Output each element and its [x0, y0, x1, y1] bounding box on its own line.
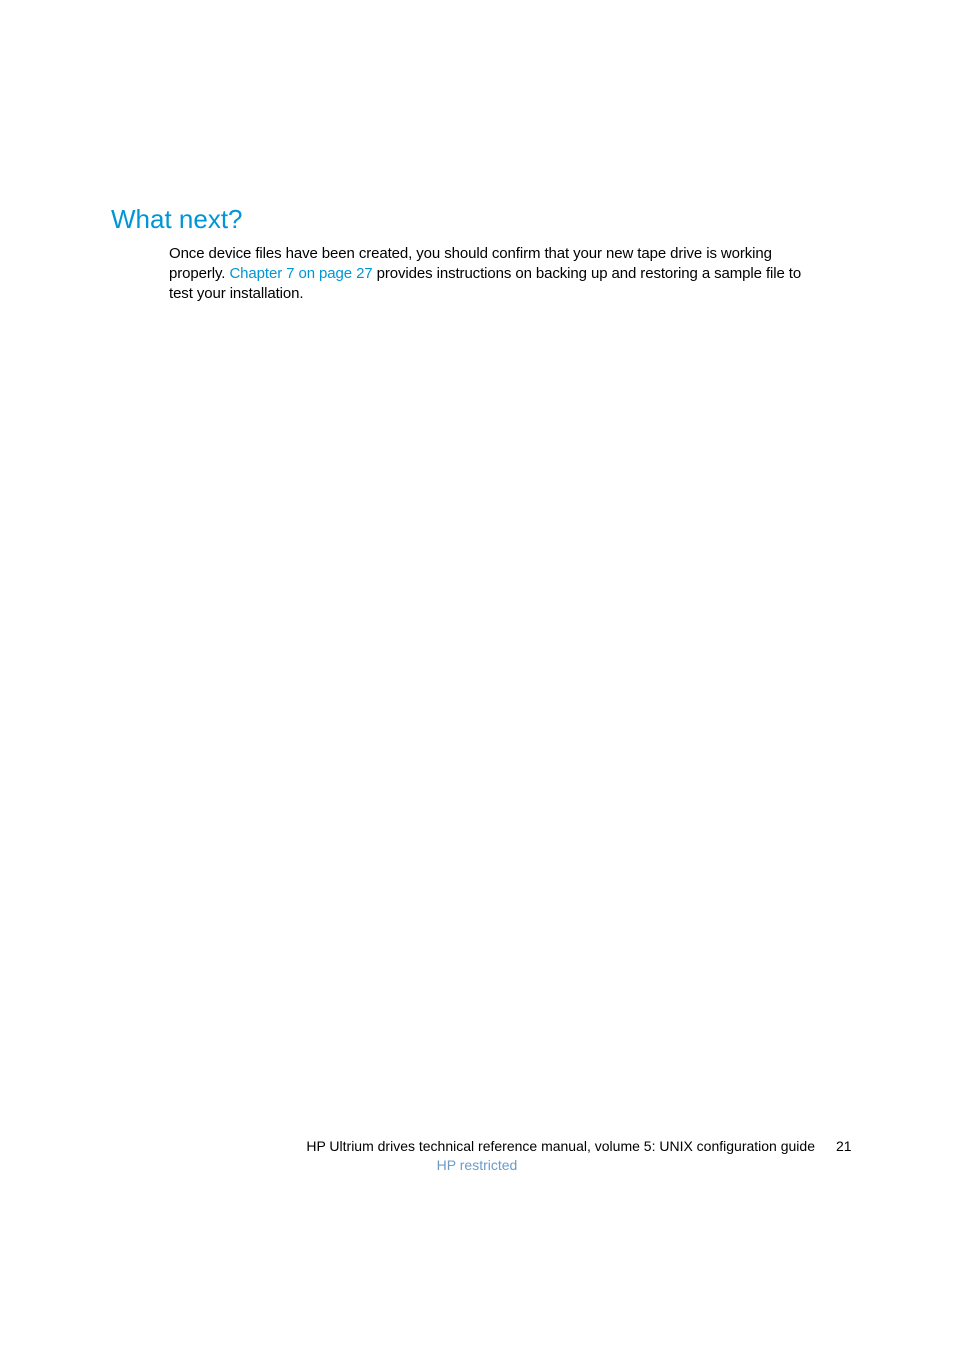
section-heading: What next?	[111, 204, 243, 234]
body-paragraph	[169, 244, 854, 304]
chapter-7-link[interactable]: Chapter 7 on page 27	[229, 265, 373, 282]
page-number: 21	[836, 1138, 852, 1154]
paragraph-text-after-link: provides instructions on backing up and restoring a sample file to	[376, 265, 802, 282]
footer-document-title: HP Ultrium drives technical reference manual, volume 5: UNIX configuration guide	[306, 1138, 815, 1154]
paragraph-text-before-link: properly.	[169, 265, 226, 282]
paragraph-line-1: Once device files have been created, you should confirm that your new tape drive is working	[169, 245, 772, 262]
classification-label: HP restricted	[436, 1157, 518, 1173]
paragraph-line-2	[169, 264, 854, 284]
paragraph-line-3: test your installation.	[169, 285, 304, 302]
